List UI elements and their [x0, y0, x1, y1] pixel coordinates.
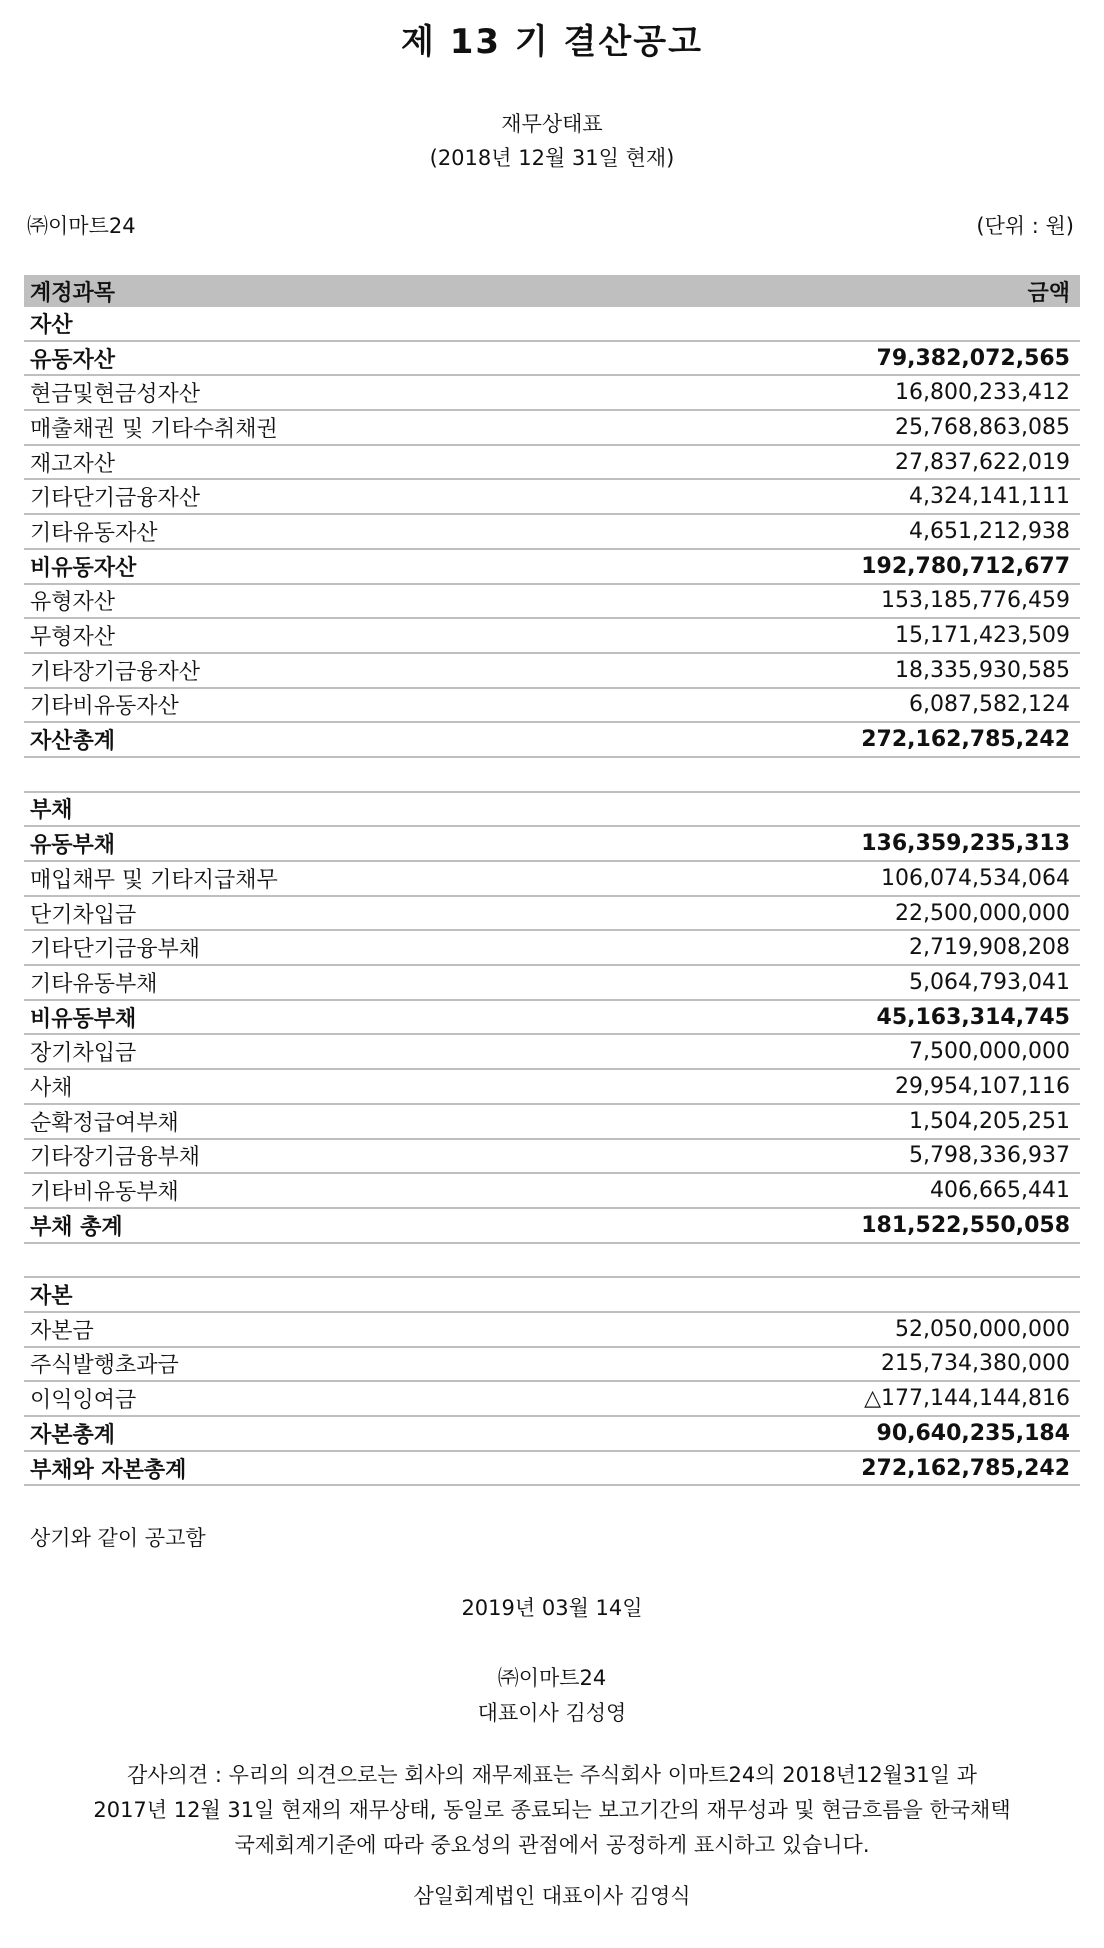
- account-amount: 15,171,423,509: [594, 618, 1080, 653]
- account-name: 단기차입금: [24, 896, 594, 931]
- account-amount: 272,162,785,242: [594, 722, 1080, 757]
- table-row: [24, 1069, 1080, 1104]
- auditor-signature: 삼일회계법인 대표이사 김영식: [413, 1884, 691, 1908]
- audit-opinion-line: 감사의견 : 우리의 의견으로는 회사의 재무제표는 주식회사 이마트24의 2018년12월31일 과: [127, 1763, 977, 1787]
- account-amount: 16,800,233,412: [594, 375, 1080, 410]
- account-amount: △177,144,144,816: [594, 1381, 1080, 1416]
- account-amount: 90,640,235,184: [594, 1416, 1080, 1451]
- account-name: 기타장기금융부채: [24, 1139, 594, 1174]
- table-row: [24, 1416, 1080, 1451]
- table-row: [24, 1034, 1080, 1069]
- table-row: [24, 1312, 1080, 1347]
- table-row: [24, 861, 1080, 896]
- unit-label: (단위 : 원): [976, 214, 1074, 238]
- table-row: [24, 1139, 1080, 1174]
- account-name: 비유동부채: [24, 1000, 594, 1035]
- table-row: [24, 307, 1080, 341]
- account-amount: 27,837,622,019: [594, 445, 1080, 480]
- account-amount: 4,324,141,111: [594, 479, 1080, 514]
- company-name: ㈜이마트24: [27, 214, 136, 238]
- audit-opinion-line: 2017년 12월 31일 현재의 재무상태, 동일로 종료되는 보고기간의 재무성과 및 현금흐름을 한국채택: [93, 1798, 1011, 1822]
- table-row: [24, 688, 1080, 723]
- as-of-date: (2018년 12월 31일 현재): [429, 146, 675, 170]
- account-amount: 272,162,785,242: [594, 1451, 1080, 1486]
- table-row: [24, 375, 1080, 410]
- table-row: [24, 514, 1080, 549]
- account-amount: 181,522,550,058: [594, 1208, 1080, 1243]
- account-name: 매출채권 및 기타수취채권: [24, 410, 594, 445]
- account-amount: [594, 1277, 1080, 1312]
- table-row: [24, 1000, 1080, 1035]
- account-name: 기타단기금융자산: [24, 479, 594, 514]
- table-row: [24, 1347, 1080, 1382]
- table-row: [24, 1173, 1080, 1208]
- account-name: 기타비유동자산: [24, 688, 594, 723]
- account-name: 유동부채: [24, 826, 594, 861]
- table-row: [24, 1208, 1080, 1243]
- account-amount: 136,359,235,313: [594, 826, 1080, 861]
- account-name: 기타단기금융부채: [24, 930, 594, 965]
- account-amount: 5,798,336,937: [594, 1139, 1080, 1174]
- account-name: 매입채무 및 기타지급채무: [24, 861, 594, 896]
- account-amount: 153,185,776,459: [594, 584, 1080, 619]
- account-amount: 2,719,908,208: [594, 930, 1080, 965]
- account-amount: 29,954,107,116: [594, 1069, 1080, 1104]
- account-name: 무형자산: [24, 618, 594, 653]
- table-header: [24, 275, 1080, 307]
- account-amount: 6,087,582,124: [594, 688, 1080, 723]
- account-name: 현금및현금성자산: [24, 375, 594, 410]
- account-name: [24, 757, 594, 792]
- table-row: [24, 1451, 1080, 1486]
- account-amount: [594, 1243, 1080, 1278]
- table-row: [24, 410, 1080, 445]
- spacer-row: [24, 757, 1080, 792]
- table-row: [24, 965, 1080, 1000]
- table-row: [24, 1381, 1080, 1416]
- account-name: 부채와 자본총계: [24, 1451, 594, 1486]
- closing-statement: 상기와 같이 공고함: [30, 1526, 206, 1550]
- account-amount: [594, 307, 1080, 341]
- account-name: 자산: [24, 307, 594, 341]
- account-name: 자본: [24, 1277, 594, 1312]
- account-name: 비유동자산: [24, 549, 594, 584]
- table-row: [24, 653, 1080, 688]
- page-title: 제 13 기 결산공고: [401, 22, 703, 62]
- table-row: [24, 722, 1080, 757]
- table-row: [24, 1277, 1080, 1312]
- table-row: [24, 930, 1080, 965]
- column-header-amount: 금액: [594, 275, 1080, 307]
- account-name: 재고자산: [24, 445, 594, 480]
- account-amount: 215,734,380,000: [594, 1347, 1080, 1382]
- account-name: 주식발행초과금: [24, 1347, 594, 1382]
- table-row: [24, 445, 1080, 480]
- account-name: 유형자산: [24, 584, 594, 619]
- table-row: [24, 826, 1080, 861]
- table-row: [24, 549, 1080, 584]
- table-row: [24, 479, 1080, 514]
- account-amount: [594, 757, 1080, 792]
- account-name: 부채: [24, 792, 594, 827]
- balance-sheet-table: [24, 275, 1080, 1486]
- table-row: [24, 792, 1080, 827]
- column-header-account: 계정과목: [24, 275, 594, 307]
- account-name: [24, 1243, 594, 1278]
- account-amount: 22,500,000,000: [594, 896, 1080, 931]
- account-amount: 406,665,441: [594, 1173, 1080, 1208]
- account-amount: 192,780,712,677: [594, 549, 1080, 584]
- account-name: 자산총계: [24, 722, 594, 757]
- table-row: [24, 618, 1080, 653]
- account-name: 유동자산: [24, 341, 594, 376]
- table-row: [24, 584, 1080, 619]
- account-name: 이익잉여금: [24, 1381, 594, 1416]
- account-amount: 25,768,863,085: [594, 410, 1080, 445]
- ceo-signature: 대표이사 김성영: [477, 1701, 627, 1725]
- account-amount: 18,335,930,585: [594, 653, 1080, 688]
- account-amount: 7,500,000,000: [594, 1034, 1080, 1069]
- account-amount: 52,050,000,000: [594, 1312, 1080, 1347]
- account-name: 부채 총계: [24, 1208, 594, 1243]
- footer-company-name: ㈜이마트24: [497, 1666, 607, 1690]
- account-name: 자본총계: [24, 1416, 594, 1451]
- account-name: 기타유동부채: [24, 965, 594, 1000]
- table-row: [24, 1104, 1080, 1139]
- account-name: 기타장기금융자산: [24, 653, 594, 688]
- spacer-row: [24, 1243, 1080, 1278]
- account-amount: 5,064,793,041: [594, 965, 1080, 1000]
- account-amount: 79,382,072,565: [594, 341, 1080, 376]
- account-amount: 1,504,205,251: [594, 1104, 1080, 1139]
- account-amount: 106,074,534,064: [594, 861, 1080, 896]
- table-row: [24, 896, 1080, 931]
- account-name: 기타비유동부채: [24, 1173, 594, 1208]
- account-name: 장기차입금: [24, 1034, 594, 1069]
- audit-opinion: [20, 1758, 1084, 1863]
- announcement-date: 2019년 03월 14일: [461, 1596, 643, 1620]
- statement-name: 재무상태표: [501, 112, 603, 136]
- account-name: 순확정급여부채: [24, 1104, 594, 1139]
- account-name: 사채: [24, 1069, 594, 1104]
- account-amount: 45,163,314,745: [594, 1000, 1080, 1035]
- account-amount: 4,651,212,938: [594, 514, 1080, 549]
- account-name: 자본금: [24, 1312, 594, 1347]
- audit-opinion-line: 국제회계기준에 따라 중요성의 관점에서 공정하게 표시하고 있습니다.: [234, 1833, 870, 1857]
- account-amount: [594, 792, 1080, 827]
- account-name: 기타유동자산: [24, 514, 594, 549]
- table-row: [24, 341, 1080, 376]
